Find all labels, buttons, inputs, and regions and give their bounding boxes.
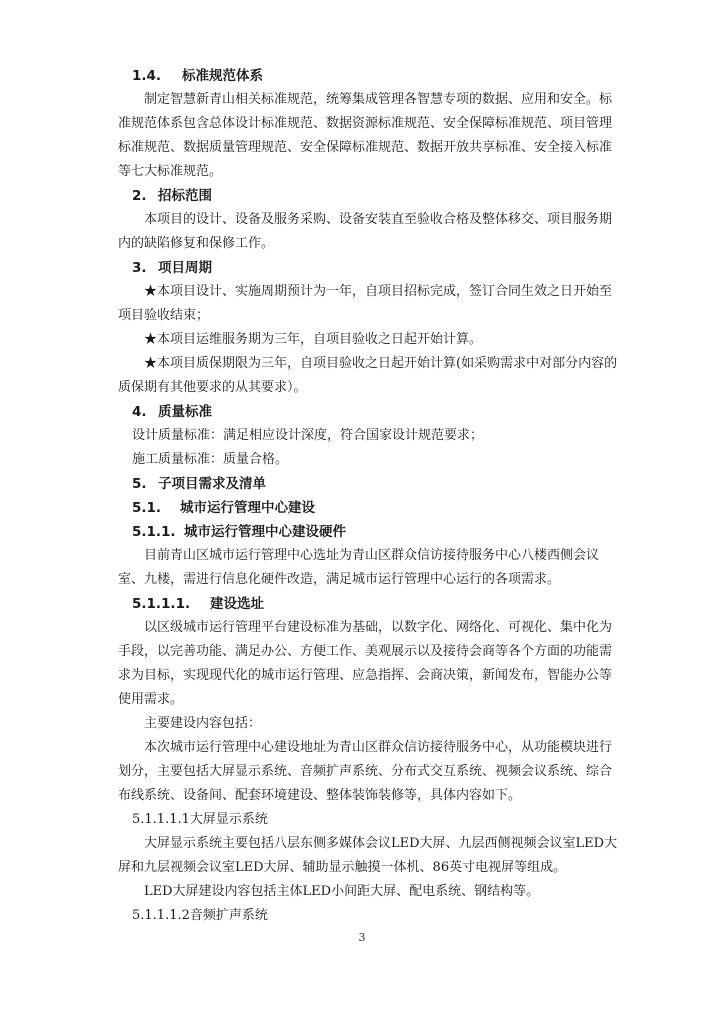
paragraph-quality-construction: 施工质量标准：质量合格。 <box>132 452 289 467</box>
page-number: 3 <box>358 931 366 944</box>
section-title: 项目周期 <box>158 260 212 276</box>
section-heading-4 <box>132 400 618 424</box>
section-title: 质量标准 <box>158 404 212 420</box>
paragraph-standards: 制定智慧新青山相关标准规范，统筹集成管理各智慧专项的数据、应用和安全。标准规范体系包含总体设计标准规范、数据资源标准规范、安全保障标准规范、项目管理标准规范、数据质量管理规范、安全保障标准规范、数据开放共享标准、安全接入标准等七大标准规范。 <box>118 92 613 179</box>
section-heading-5 <box>132 472 618 496</box>
paragraph-main-content: 主要建设内容包括： <box>144 716 262 731</box>
section-title: 城市运行管理中心建设硬件 <box>184 524 346 540</box>
paragraph-quality-design: 设计质量标准：满足相应设计深度，符合国家设计规范要求； <box>132 428 484 443</box>
section-number: 3. <box>132 260 147 276</box>
section-heading-2 <box>132 184 618 208</box>
paragraph-construction-scope: 本次城市运行管理中心建设地址为青山区群众信访接待服务中心，从功能模块进行划分，主要包括大屏显示系统、音频扩声系统、分布式交互系统、视频会议系统、综合布线系统、设备间、配套环境建设、整体装饰装修等，具体内容如下。 <box>118 740 613 803</box>
section-heading-3 <box>132 256 618 280</box>
section-title: 子项目需求及清单 <box>158 476 266 492</box>
paragraph-period-3: ★本项目质保期限为三年，自项目验收之日起开始计算(如采购需求中对部分内容的质保期有其他要求的从其要求）。 <box>118 356 618 395</box>
section-title: 招标范围 <box>158 188 212 204</box>
section-number: 4. <box>132 404 147 420</box>
paragraph-period-2: ★本项目运维服务期为三年，自项目验收之日起开始计算。 <box>144 332 483 347</box>
section-number: 5.1. <box>132 500 162 516</box>
paragraph-period-1: ★本项目设计、实施周期预计为一年，自项目招标完成，签订合同生效之日开始至项目验收结束； <box>118 284 613 323</box>
section-number: 5. <box>132 476 147 492</box>
section-title: 城市运行管理中心建设 <box>180 500 315 516</box>
paragraph-scope: 本项目的设计、设备及服务采购、设备安装直至验收合格及整体移交、项目服务期内的缺陷修复和保修工作。 <box>118 212 613 251</box>
subheading-big-screen: 5.1.1.1.1大屏显示系统 <box>132 812 268 827</box>
section-number: 5.1.1.1. <box>132 596 191 612</box>
section-heading-5-1 <box>132 496 618 520</box>
section-heading-5-1-1 <box>132 520 618 544</box>
section-title: 标准规范体系 <box>182 68 263 84</box>
paragraph-site-standard: 以区级城市运行管理平台建设标准为基础，以数字化、网络化、可视化、集中化为手段，以完善功能、满足办公、方便工作、美观展示以及接待会商等各个方面的功能需求为目标，实现现代化的城市运行管理、应急指挥、会商决策，新闻发布，智能办公等使用需求。 <box>118 620 613 707</box>
subheading-audio: 5.1.1.1.2音频扩声系统 <box>132 908 268 923</box>
document-body <box>118 64 618 928</box>
section-number: 1.4. <box>132 68 162 84</box>
paragraph-site: 目前青山区城市运行管理中心选址为青山区群众信访接待服务中心八楼西侧会议室、九楼，需进行信息化硬件改造，满足城市运行管理中心运行的各项需求。 <box>118 548 600 587</box>
section-heading-1-4 <box>132 64 618 88</box>
paragraph-led-content: LED大屏建设内容包括主体LED小间距大屏、配电系统、钢结构等。 <box>144 884 540 899</box>
section-number: 2. <box>132 188 147 204</box>
section-number: 5.1.1. <box>132 524 176 540</box>
section-heading-5-1-1-1 <box>132 592 618 616</box>
section-title: 建设选址 <box>210 596 264 612</box>
paragraph-big-screen: 大屏显示系统主要包括八层东侧多媒体会议LED大屏、九层西侧视频会议室LED大屏和九层视频会议室LED大屏、辅助显示触摸一体机、86英寸电视屏等组成。 <box>118 836 618 875</box>
